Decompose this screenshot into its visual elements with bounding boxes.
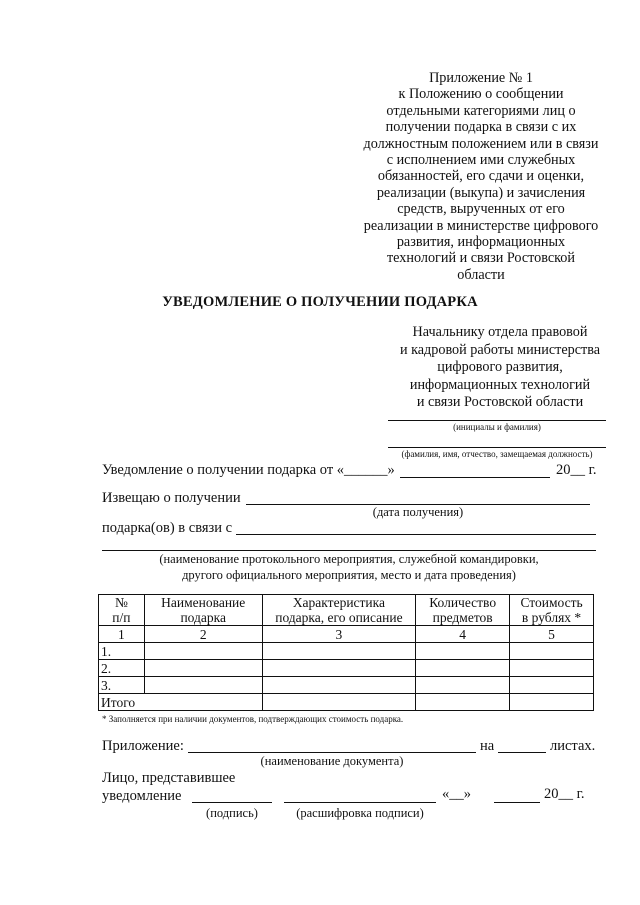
header-cell-name: Наименование подарка (144, 595, 262, 626)
appendix-header (352, 70, 610, 283)
table-header-row (99, 595, 594, 626)
header-cell-number: № п/п (99, 595, 145, 626)
appendix-line: получении подарка в связи с их (385, 119, 577, 136)
appendix-line: обязанностей, его сдачи и оценки, (377, 168, 585, 185)
presenter-year (544, 786, 585, 803)
header-cell-quantity: Количество предметов (416, 595, 510, 626)
column-number: 1 (99, 626, 145, 643)
appendix-line: области (457, 266, 505, 283)
notice-year (556, 462, 597, 479)
notice-close-quote: » (387, 462, 395, 478)
attachment-on: на (480, 738, 495, 754)
table-row (99, 660, 594, 677)
appendix-line: реализации в министерстве цифрового (363, 217, 599, 234)
addressee-line: цифрового развития, (437, 359, 563, 376)
table-cell[interactable] (262, 643, 416, 660)
sender-field[interactable] (388, 447, 606, 448)
table-cell[interactable] (144, 660, 262, 677)
table-cell[interactable] (416, 694, 510, 711)
decoding-caption: (расшифровка подписи) (296, 806, 424, 820)
column-number-row (99, 626, 594, 643)
addressee-line: информационных технологий (409, 376, 591, 393)
presenter-year-suffix: __ г. (558, 786, 585, 802)
table-cell[interactable] (510, 643, 594, 660)
header-cell-description: Характеристика подарка, его описание (262, 595, 416, 626)
column-number: 4 (416, 626, 510, 643)
appendix-line: средств, вырученных от его (397, 201, 565, 218)
table-cell[interactable] (262, 694, 416, 711)
initials-field[interactable] (388, 420, 606, 421)
table-cell[interactable] (510, 660, 594, 677)
notice-line (102, 462, 395, 479)
signature-caption: (подпись) (206, 806, 258, 820)
table-cell[interactable] (416, 660, 510, 677)
receipt-caption: (дата получения) (372, 505, 464, 519)
presenter-year-prefix: 20 (544, 786, 559, 802)
presenter-day-field[interactable]: __ (449, 786, 464, 802)
presenter-date (442, 786, 471, 803)
notice-prefix: Уведомление о получении подарка от « (102, 462, 345, 478)
sender-caption: (фамилия, имя, отчество, замещаемая должность) (401, 449, 593, 459)
table-cell[interactable] (416, 677, 510, 694)
appendix-line: должностным положением или в связи (363, 135, 599, 152)
addressee-line: Начальнику отдела правовой (412, 324, 588, 340)
table-cell[interactable] (144, 677, 262, 694)
appendix-line: технологий и связи Ростовской (386, 250, 575, 267)
attachment-caption: (наименование документа) (260, 754, 404, 768)
event-caption-line2: другого официального мероприятия, место и дата проведения) (182, 568, 516, 582)
attachment-field[interactable] (188, 752, 476, 753)
event-caption-line1: (наименование протокольного мероприятия, служебной командировки, (159, 552, 539, 566)
appendix-line: с исполнением ими служебных (386, 152, 576, 169)
table-cell[interactable] (510, 694, 594, 711)
appendix-line: к Положению о сообщении (398, 86, 564, 103)
appendix-line: отдельными категориями лиц о (386, 102, 576, 119)
table-cell[interactable] (510, 677, 594, 694)
column-number: 5 (510, 626, 594, 643)
presenter-line1: Лицо, представившее (102, 770, 236, 786)
addressee-block (380, 324, 620, 412)
table-cell[interactable] (262, 660, 416, 677)
presenter-line2: уведомление (102, 788, 182, 804)
addressee-line: и кадровой работы министерства (399, 341, 601, 358)
appendix-line: Приложение № 1 (429, 70, 533, 86)
signature-decoding-field[interactable] (284, 802, 436, 803)
total-row (99, 694, 594, 711)
attachment-label: Приложение: (102, 738, 184, 754)
row-number: 2. (99, 660, 145, 677)
notice-day-field[interactable]: ______ (344, 462, 388, 478)
addressee-line: и связи Ростовской области (416, 394, 584, 411)
gifts-table (98, 594, 594, 711)
notice-month-field[interactable] (400, 477, 550, 478)
row-number: 3. (99, 677, 145, 694)
table-row (99, 677, 594, 694)
receipt-label: Извещаю о получении (102, 490, 241, 506)
table-cell[interactable] (262, 677, 416, 694)
footnote: * Заполняется при наличии документов, подтверждающих стоимость подарка. (102, 714, 404, 724)
row-number: 1. (99, 643, 145, 660)
document-title: УВЕДОМЛЕНИЕ О ПОЛУЧЕНИИ ПОДАРКА (162, 294, 478, 310)
presenter-open-quote: « (442, 786, 450, 802)
appendix-line: реализации (выкупа) и зачисления (376, 184, 586, 201)
table-cell[interactable] (144, 643, 262, 660)
table-cell[interactable] (416, 643, 510, 660)
presenter-month-field[interactable] (494, 802, 540, 803)
event-field[interactable] (236, 534, 596, 535)
attachment-sheets: листах. (550, 738, 596, 754)
notice-year-suffix: __ г. (570, 462, 597, 478)
initials-caption: (инициалы и фамилия) (453, 422, 541, 432)
appendix-line: развития, информационных (396, 234, 566, 251)
notice-year-prefix: 20 (556, 462, 571, 478)
presenter-close-quote: » (463, 786, 471, 802)
header-cell-cost: Стоимость в рублях * (510, 595, 594, 626)
signature-field[interactable] (192, 802, 272, 803)
total-label: Итого (99, 694, 263, 711)
sheets-count-field[interactable] (498, 752, 546, 753)
table-row (99, 643, 594, 660)
column-number: 2 (144, 626, 262, 643)
column-number: 3 (262, 626, 416, 643)
gifts-label: подарка(ов) в связи с (102, 520, 233, 536)
event-field-continued[interactable] (102, 550, 596, 551)
